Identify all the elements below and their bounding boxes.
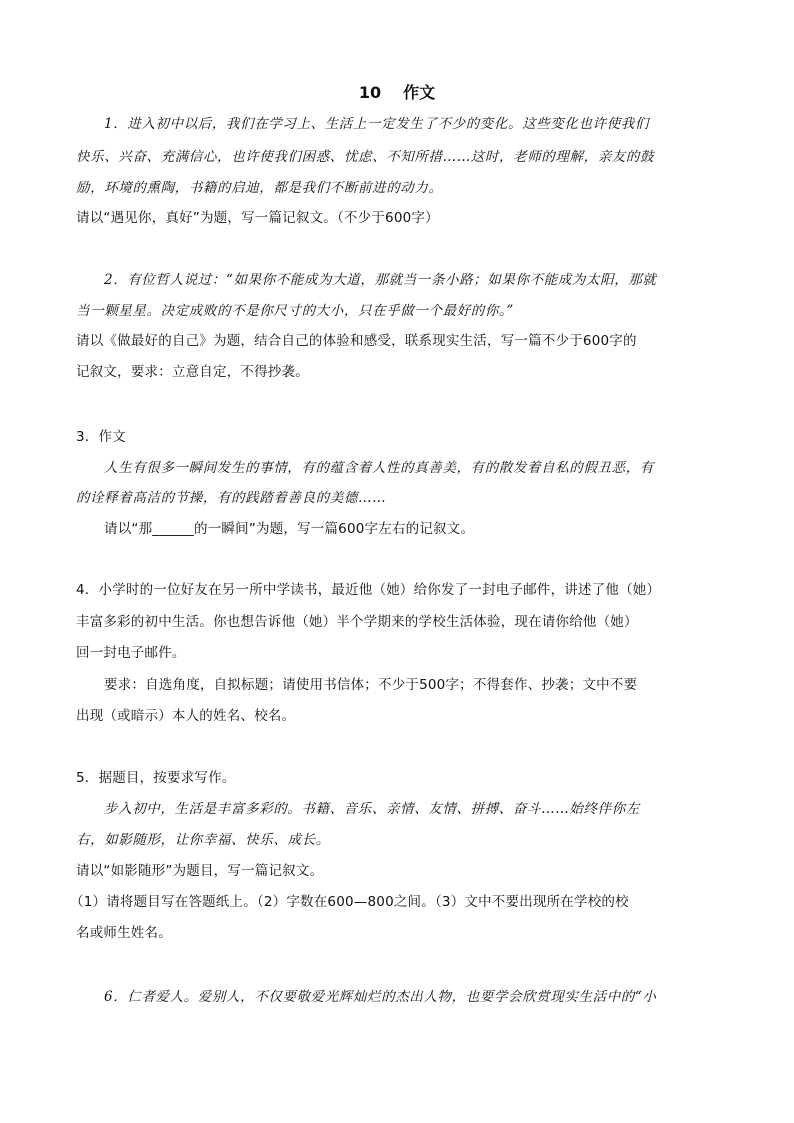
q6-line-1: 6．仁者爱人。爱别人，不仅要敬爱光辉灿烂的杰出人物，也要学会欣赏现实生活中的“小 <box>104 989 657 1005</box>
page-title <box>0 80 794 103</box>
q4-line-1: 4．小学时的一位好友在另一所中学读书，最近他（她）给你发了一封电子邮件，讲述了他（她） <box>76 582 661 598</box>
section-number: 10 <box>358 83 382 102</box>
q1-line-3: 励，环境的熏陶，书籍的启迪，都是我们不断前进的动力。 <box>76 180 443 196</box>
q3-line-2: 的诠释着高洁的节操，有的践踏着善良的美德…… <box>76 490 387 506</box>
q4-requirement-cont: 出现（或暗示）本人的姓名、校名。 <box>76 708 296 724</box>
q1-line-1: 1．进入初中以后，我们在学习上、生活上一定发生了不少的变化。这些变化也许使我们 <box>104 116 649 132</box>
q2-requirement: 记叙文，要求：立意自定，不得抄袭。 <box>76 364 309 380</box>
q3-heading: 3．作文 <box>76 429 126 445</box>
section-title: 作文 <box>403 83 436 102</box>
q5-heading: 5．据题目，按要求写作。 <box>76 770 236 786</box>
q4-line-2: 丰富多彩的初中生活。你也想告诉他（她）半个学期来的学校生活体验，现在请你给他（她） <box>76 614 638 630</box>
q2-line-2: 当一颗星星。决定成败的不是你尺寸的大小，只在乎做一个最好的你。” <box>76 303 514 319</box>
q5-requirement-cont: 名或师生姓名。 <box>76 925 172 941</box>
q2-line-1: 2．有位哲人说过：“如果你不能成为大道，那就当一条小路；如果你不能成为太阳，那就 <box>104 272 657 288</box>
q1-prompt: 请以“遇见你，真好”为题，写一篇记叙文。（不少于600字） <box>76 210 439 226</box>
q2-prompt: 请以《做最好的自己》为题，结合自己的体验和感受，联系现实生活，写一篇不少于600字的 <box>76 333 637 349</box>
q1-line-2: 快乐、兴奋、充满信心，也许使我们困惑、忧虑、不知所措……这时，老师的理解，亲友的鼓 <box>76 149 655 165</box>
q5-requirement: （1）请将题目写在答题纸上。（2）字数在600—800之间。（3）文中不要出现所在学校的校 <box>70 894 629 910</box>
q4-line-3: 回一封电子邮件。 <box>76 645 186 661</box>
q5-line-2: 右，如影随形，让你幸福、快乐、成长。 <box>76 832 330 848</box>
q3-line-1: 人生有很多一瞬间发生的事情，有的蕴含着人性的真善美，有的散发着自私的假丑恶，有 <box>104 460 654 476</box>
q4-requirement: 要求：自选角度，自拟标题；请使用书信体；不少于500字；不得套作、抄袭；文中不要 <box>104 677 638 693</box>
q5-prompt: 请以“如影随形”为题目，写一篇记叙文。 <box>76 863 324 879</box>
q5-line-1: 步入初中，生活是丰富多彩的。书籍、音乐、亲情、友情、拼搏、奋斗……始终伴你左 <box>104 801 640 817</box>
q3-prompt: 请以“那______的一瞬间”为题，写一篇600字左右的记叙文。 <box>104 521 475 537</box>
